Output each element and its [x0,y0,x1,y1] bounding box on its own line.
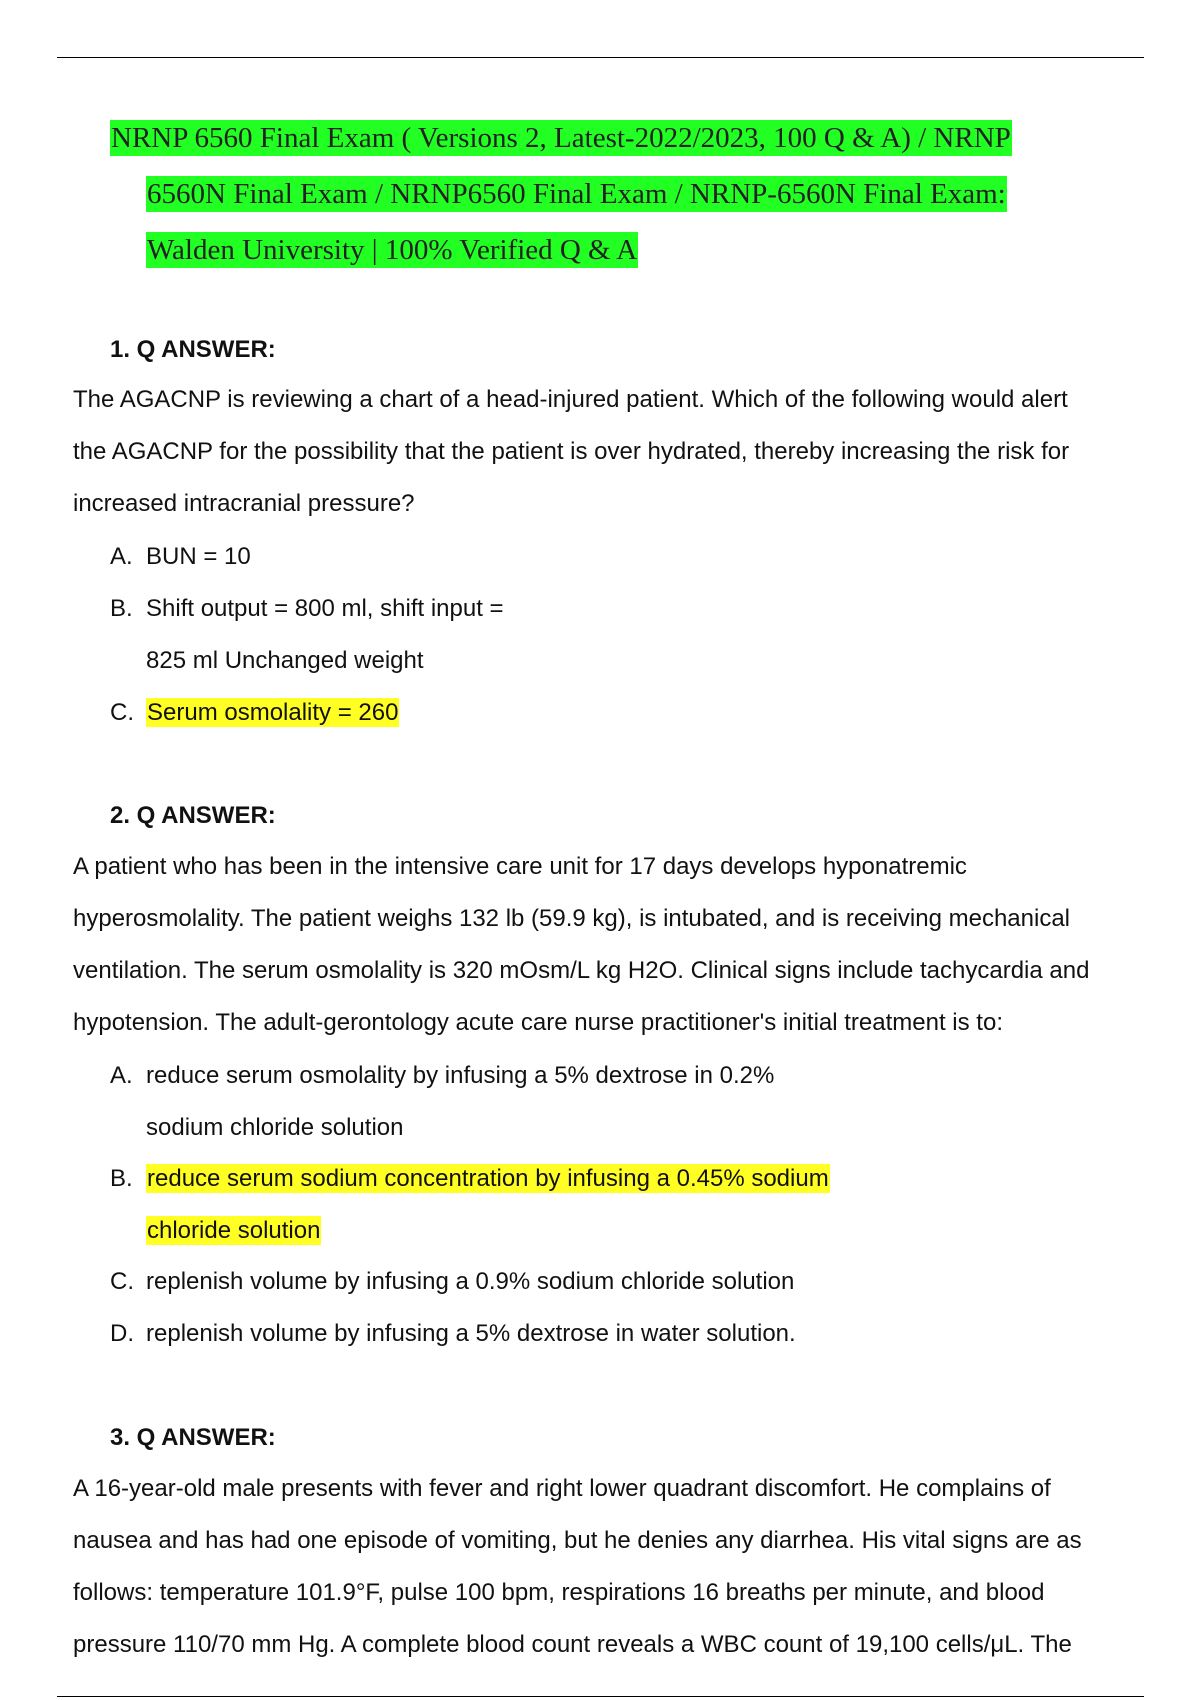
answer-option-correct: B. reduce serum sodium concentration by infusing a 0.45% sodium chloride solution [110,1165,829,1244]
title-line: NRNP 6560 Final Exam ( Versions 2, Latest-2022/2023, 100 Q & A) / NRNP [111,122,1011,154]
question-heading: 3. Q ANSWER: [110,1424,276,1451]
question-heading: 2. Q ANSWER: [110,802,276,829]
question-text: A patient who has been in the intensive care unit for 17 days develops hyponatremic hyperosmolality. The patient weighs 132 lb (59.9 kg), is intubated, and is receiving mechanical ventilation. The serum osmolality is 320 mOsm/L kg H2O. Clinical signs include tachycardia and hypotension. The adult-gerontology acute care nurse practitioner's initial treatment is to: [73,853,1090,1036]
answer-option: A. BUN = 10 [110,543,251,570]
answer-option-correct: C. Serum osmolality = 260 [110,699,399,726]
title-line: 6560N Final Exam / NRNP6560 Final Exam / NRNP-6560N Final Exam: [147,178,1006,210]
question-text: The AGACNP is reviewing a chart of a head-injured patient. Which of the following would alert the AGACNP for the possibility that the patient is over hydrated, thereby increasing the risk for increased intracranial pressure? [73,386,1070,517]
answer-option: B. Shift output = 800 ml, shift input = 825 ml Unchanged weight [110,595,504,674]
title-line: Walden University | 100% Verified Q & A [147,234,638,266]
document-title [110,110,1150,278]
answer-option: D. replenish volume by infusing a 5% dextrose in water solution. [110,1320,796,1347]
top-rule [57,57,1144,58]
answer-option: C. replenish volume by infusing a 0.9% sodium chloride solution [110,1268,795,1295]
question-heading: 1. Q ANSWER: [110,336,276,363]
question-text: A 16-year-old male presents with fever and right lower quadrant discomfort. He complains of nausea and has had one episode of vomiting, but he denies any diarrhea. His vital signs are as follows: temperature 101.9°F, pulse 100 bpm, respirations 16 breaths per minute, and blood pressure 110/70 mm Hg. A complete blood count reveals a WBC count of 19,100 cells/μL. The [73,1475,1082,1658]
answer-option: A. reduce serum osmolality by infusing a 5% dextrose in 0.2% sodium chloride solution [110,1062,775,1141]
bottom-rule [57,1696,1144,1697]
